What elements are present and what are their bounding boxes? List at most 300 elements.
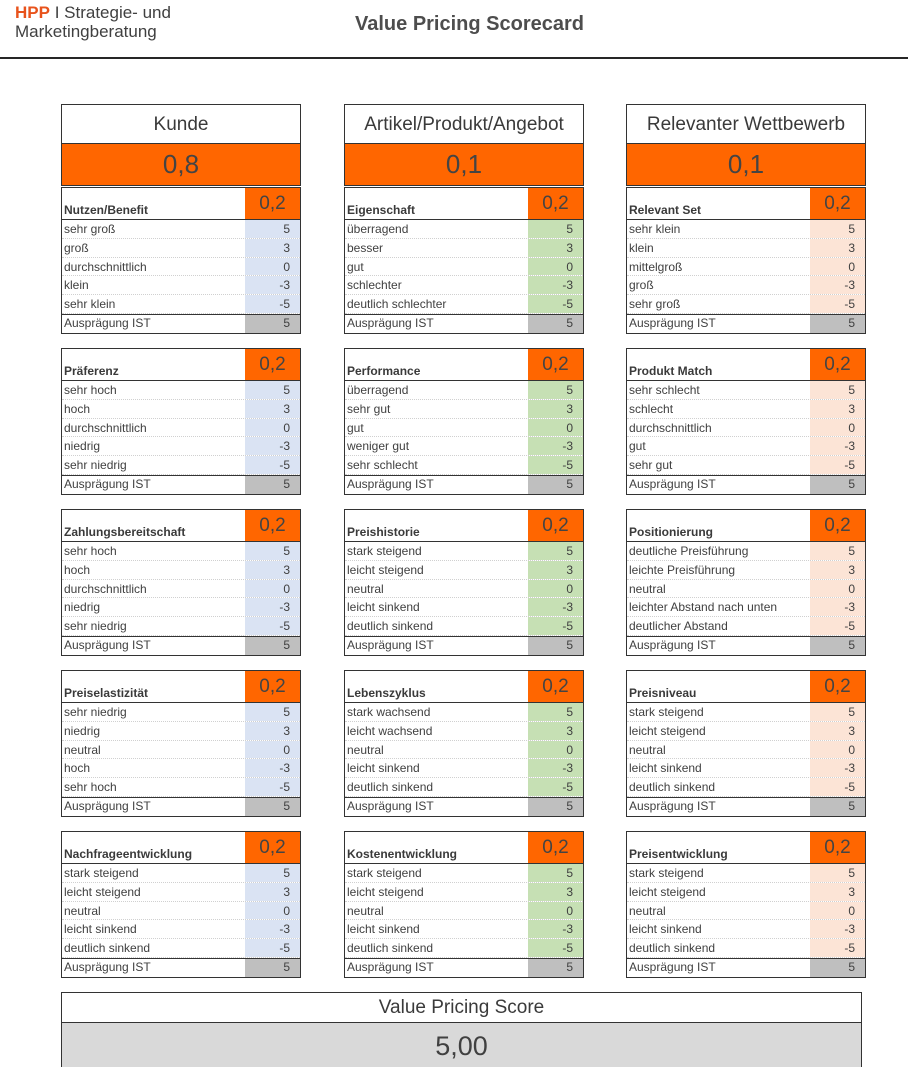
- option-label: leicht sinkend: [629, 761, 702, 776]
- option-score: 3: [528, 722, 583, 740]
- option-score: 3: [528, 883, 583, 901]
- actual-value-label: Ausprägung IST: [629, 476, 716, 491]
- score-value: 5,00: [62, 1023, 861, 1067]
- column-title: Relevanter Wettbewerb: [626, 104, 866, 144]
- criterion-title: Produkt Match: [629, 364, 713, 378]
- option-label: überragend: [347, 383, 409, 397]
- criterion-header: [345, 671, 583, 703]
- option-score: 5: [528, 220, 583, 238]
- option-label: schlechter: [347, 278, 402, 293]
- criterion-option-row: [627, 920, 865, 939]
- option-label: sehr niedrig: [64, 619, 127, 634]
- option-label: deutlich sinkend: [347, 619, 434, 634]
- actual-value-row: [627, 958, 865, 977]
- criterion-weight: 0,2: [810, 510, 865, 541]
- option-score: 0: [528, 580, 583, 598]
- option-score: 0: [245, 580, 300, 598]
- option-score: 3: [245, 722, 300, 740]
- criterion-card: [626, 670, 866, 817]
- option-score: 0: [245, 258, 300, 276]
- criterion-option-row: [345, 722, 583, 741]
- actual-value-row: [345, 314, 583, 333]
- criterion-card: [61, 187, 301, 334]
- option-score: 5: [528, 381, 583, 399]
- criterion-option-row: [62, 437, 300, 456]
- option-label: durchschnittlich: [64, 581, 147, 596]
- option-score: -5: [245, 456, 300, 474]
- criterion-option-row: [627, 220, 865, 239]
- criterion-card: [626, 831, 866, 978]
- option-score: -3: [528, 598, 583, 616]
- option-label: leicht sinkend: [347, 922, 420, 937]
- option-label: neutral: [347, 742, 384, 757]
- option-score: -3: [528, 920, 583, 938]
- criterion-weight: 0,2: [245, 671, 300, 702]
- criterion-card: [344, 187, 584, 334]
- criterion-title: Lebenszyklus: [347, 686, 426, 700]
- criterion-option-row: [627, 741, 865, 760]
- criterion-card: [61, 670, 301, 817]
- option-score: 0: [528, 741, 583, 759]
- option-score: -3: [528, 759, 583, 777]
- option-label: deutlich sinkend: [347, 780, 434, 795]
- actual-value-input[interactable]: 5: [245, 798, 300, 816]
- option-label: besser: [347, 240, 384, 255]
- criterion-option-row: [345, 778, 583, 797]
- option-label: deutlich sinkend: [629, 941, 716, 956]
- option-label: neutral: [347, 903, 384, 918]
- option-label: gut: [347, 259, 364, 274]
- option-label: stark steigend: [347, 544, 422, 558]
- criterion-option-row: [345, 883, 583, 902]
- option-label: stark steigend: [629, 705, 704, 719]
- logo-brand: HPP: [15, 3, 50, 22]
- option-label: sehr groß: [64, 222, 116, 236]
- actual-value-row: [62, 958, 300, 977]
- criterion-option-row: [627, 759, 865, 778]
- actual-value-row: [62, 314, 300, 333]
- criterion-weight: 0,2: [528, 832, 583, 863]
- option-label: sehr hoch: [64, 780, 117, 795]
- option-score: -3: [245, 437, 300, 455]
- column-weight: 0,1: [626, 144, 866, 186]
- actual-value-label: Ausprägung IST: [64, 315, 151, 330]
- criterion-option-row: [345, 703, 583, 722]
- criterion-option-row: [627, 617, 865, 636]
- actual-value-input[interactable]: 5: [810, 637, 865, 655]
- option-score: 5: [245, 220, 300, 238]
- option-score: 0: [810, 258, 865, 276]
- criterion-card: [344, 348, 584, 495]
- option-label: neutral: [629, 742, 666, 757]
- criterion-option-row: [62, 759, 300, 778]
- column-artikel: [344, 104, 584, 974]
- criterion-option-row: [627, 598, 865, 617]
- option-label: durchschnittlich: [629, 420, 712, 435]
- criterion-option-row: [62, 920, 300, 939]
- criterion-option-row: [627, 419, 865, 438]
- actual-value-input[interactable]: 5: [245, 637, 300, 655]
- criterion-header: [62, 188, 300, 220]
- actual-value-label: Ausprägung IST: [347, 798, 434, 813]
- option-score: -5: [528, 456, 583, 474]
- option-label: niedrig: [64, 600, 101, 615]
- actual-value-row: [62, 636, 300, 655]
- criterion-option-row: [62, 542, 300, 561]
- actual-value-row: [62, 475, 300, 494]
- column-title: Kunde: [61, 104, 301, 144]
- criterion-weight: 0,2: [528, 349, 583, 380]
- option-label: leicht sinkend: [64, 922, 137, 937]
- option-label: sehr klein: [64, 297, 116, 312]
- criterion-option-row: [345, 220, 583, 239]
- option-score: 0: [810, 741, 865, 759]
- criterion-weight: 0,2: [245, 832, 300, 863]
- option-label: leicht wachsend: [347, 723, 433, 738]
- option-score: 5: [528, 703, 583, 721]
- actual-value-label: Ausprägung IST: [64, 798, 151, 813]
- criterion-option-row: [345, 580, 583, 599]
- criterion-weight: 0,2: [810, 188, 865, 219]
- criterion-option-row: [627, 939, 865, 958]
- criterion-header: [627, 188, 865, 220]
- option-score: 3: [810, 239, 865, 257]
- actual-value-input[interactable]: 5: [528, 798, 583, 816]
- actual-value-input[interactable]: 5: [245, 959, 300, 977]
- criterion-option-row: [62, 741, 300, 760]
- criterion-card: [61, 831, 301, 978]
- criterion-card: [626, 187, 866, 334]
- option-label: groß: [629, 278, 654, 293]
- criterion-option-row: [345, 381, 583, 400]
- option-label: stark wachsend: [347, 705, 431, 719]
- criterion-option-row: [627, 258, 865, 277]
- actual-value-input[interactable]: 5: [528, 637, 583, 655]
- criterion-option-row: [62, 617, 300, 636]
- criterion-weight: 0,2: [245, 510, 300, 541]
- criterion-option-row: [62, 276, 300, 295]
- actual-value-label: Ausprägung IST: [629, 637, 716, 652]
- option-label: sehr niedrig: [64, 458, 127, 473]
- criterion-option-row: [345, 542, 583, 561]
- criterion-option-row: [62, 419, 300, 438]
- criterion-weight: 0,2: [245, 188, 300, 219]
- actual-value-input[interactable]: 5: [528, 476, 583, 494]
- option-score: 5: [810, 381, 865, 399]
- actual-value-row: [627, 797, 865, 816]
- option-label: deutlich sinkend: [629, 780, 716, 795]
- criterion-header: [62, 671, 300, 703]
- option-score: 3: [810, 722, 865, 740]
- option-label: sehr groß: [629, 297, 681, 312]
- actual-value-input[interactable]: 5: [528, 315, 583, 333]
- option-label: neutral: [64, 903, 101, 918]
- option-label: leicht steigend: [64, 884, 141, 899]
- option-label: deutlicher Abstand: [629, 619, 728, 634]
- actual-value-input[interactable]: 5: [245, 315, 300, 333]
- actual-value-label: Ausprägung IST: [347, 315, 434, 330]
- criterion-option-row: [345, 902, 583, 921]
- criterion-title: Preiselastizität: [64, 686, 149, 700]
- option-label: sehr schlecht: [347, 458, 418, 473]
- criterion-header: [62, 832, 300, 864]
- page-title: Value Pricing Scorecard: [355, 13, 584, 35]
- option-score: -5: [528, 617, 583, 635]
- option-score: 3: [528, 239, 583, 257]
- option-label: leicht sinkend: [347, 600, 420, 615]
- criterion-option-row: [345, 920, 583, 939]
- option-score: -3: [245, 759, 300, 777]
- criterion-option-row: [627, 381, 865, 400]
- column-wettbewerb: [626, 104, 866, 974]
- criterion-title: Nachfrageentwicklung: [64, 847, 193, 861]
- option-score: 0: [528, 419, 583, 437]
- option-score: 0: [245, 419, 300, 437]
- criterion-weight: 0,2: [528, 671, 583, 702]
- criterion-weight: 0,2: [810, 671, 865, 702]
- option-score: 5: [245, 381, 300, 399]
- column-kunde: [61, 104, 301, 974]
- option-score: 0: [528, 258, 583, 276]
- option-score: 3: [528, 561, 583, 579]
- option-score: 3: [245, 239, 300, 257]
- criterion-header: [62, 510, 300, 542]
- option-score: 5: [528, 864, 583, 882]
- criterion-option-row: [62, 561, 300, 580]
- option-label: weniger gut: [347, 439, 410, 454]
- option-label: leicht steigend: [629, 884, 706, 899]
- actual-value-row: [345, 475, 583, 494]
- criterion-option-row: [627, 239, 865, 258]
- option-score: 0: [245, 741, 300, 759]
- option-score: 5: [245, 864, 300, 882]
- criterion-title: Preisentwicklung: [629, 847, 728, 861]
- criterion-option-row: [62, 778, 300, 797]
- option-label: leichter Abstand nach unten: [629, 600, 778, 615]
- option-score: 5: [528, 542, 583, 560]
- column-weight: 0,8: [61, 144, 301, 186]
- option-score: -3: [810, 276, 865, 294]
- criterion-title: Performance: [347, 364, 421, 378]
- actual-value-row: [345, 958, 583, 977]
- option-label: klein: [64, 278, 89, 293]
- option-score: -5: [245, 939, 300, 957]
- actual-value-row: [627, 475, 865, 494]
- option-score: -5: [528, 778, 583, 796]
- actual-value-row: [345, 797, 583, 816]
- actual-value-row: [62, 797, 300, 816]
- criterion-title: Relevant Set: [629, 203, 702, 217]
- actual-value-label: Ausprägung IST: [64, 476, 151, 491]
- option-label: leicht steigend: [347, 562, 424, 577]
- criterion-option-row: [627, 722, 865, 741]
- option-label: leicht steigend: [629, 723, 706, 738]
- criterion-option-row: [627, 561, 865, 580]
- actual-value-row: [627, 314, 865, 333]
- option-score: 3: [245, 400, 300, 418]
- option-score: -3: [245, 276, 300, 294]
- option-label: sehr klein: [629, 222, 681, 236]
- option-score: 0: [810, 419, 865, 437]
- option-label: neutral: [347, 581, 384, 596]
- actual-value-input[interactable]: 5: [810, 798, 865, 816]
- criterion-title: Preisniveau: [629, 686, 697, 700]
- actual-value-input[interactable]: 5: [810, 959, 865, 977]
- criterion-option-row: [627, 902, 865, 921]
- option-score: -5: [810, 456, 865, 474]
- criterion-card: [344, 509, 584, 656]
- criterion-card: [626, 348, 866, 495]
- option-label: stark steigend: [64, 866, 139, 880]
- option-label: niedrig: [64, 439, 101, 454]
- criterion-header: [345, 188, 583, 220]
- criterion-option-row: [62, 400, 300, 419]
- criterion-option-row: [627, 456, 865, 475]
- option-label: hoch: [64, 401, 91, 416]
- criterion-option-row: [345, 864, 583, 883]
- criterion-option-row: [627, 883, 865, 902]
- criterion-option-row: [62, 258, 300, 277]
- criterion-option-row: [345, 295, 583, 314]
- option-score: -5: [245, 778, 300, 796]
- criterion-title: Zahlungsbereitschaft: [64, 525, 186, 539]
- criterion-option-row: [345, 598, 583, 617]
- criterion-weight: 0,2: [528, 510, 583, 541]
- criterion-card: [344, 831, 584, 978]
- criterion-option-row: [345, 759, 583, 778]
- criterion-title: Preishistorie: [347, 525, 420, 539]
- option-score: -3: [810, 759, 865, 777]
- option-score: -5: [245, 617, 300, 635]
- actual-value-input[interactable]: 5: [245, 476, 300, 494]
- logo-line-2: Marketingberatung: [15, 22, 157, 41]
- criterion-option-row: [627, 703, 865, 722]
- option-score: -3: [810, 920, 865, 938]
- criterion-option-row: [627, 400, 865, 419]
- criterion-header: [627, 349, 865, 381]
- option-score: -5: [528, 295, 583, 313]
- criterion-header: [345, 832, 583, 864]
- criterion-option-row: [345, 741, 583, 760]
- page-header: [0, 0, 908, 60]
- value-pricing-score-box: [61, 992, 862, 1067]
- actual-value-input[interactable]: 5: [528, 959, 583, 977]
- criterion-option-row: [62, 902, 300, 921]
- criterion-card: [626, 509, 866, 656]
- option-label: schlecht: [629, 401, 674, 416]
- option-score: 5: [245, 703, 300, 721]
- option-label: hoch: [64, 761, 91, 776]
- criterion-weight: 0,2: [245, 349, 300, 380]
- criterion-option-row: [62, 703, 300, 722]
- actual-value-label: Ausprägung IST: [629, 959, 716, 974]
- actual-value-row: [627, 636, 865, 655]
- criterion-weight: 0,2: [810, 349, 865, 380]
- criterion-option-row: [62, 722, 300, 741]
- option-score: 3: [810, 400, 865, 418]
- column-title: Artikel/Produkt/Angebot: [344, 104, 584, 144]
- option-score: 5: [810, 864, 865, 882]
- criterion-card: [344, 670, 584, 817]
- option-score: 0: [810, 580, 865, 598]
- criterion-weight: 0,2: [528, 188, 583, 219]
- option-score: -5: [810, 617, 865, 635]
- option-label: sehr schlecht: [629, 383, 700, 397]
- criterion-option-row: [62, 864, 300, 883]
- option-label: groß: [64, 240, 89, 255]
- criterion-option-row: [627, 542, 865, 561]
- actual-value-label: Ausprägung IST: [347, 476, 434, 491]
- option-score: 5: [810, 542, 865, 560]
- option-score: 0: [245, 902, 300, 920]
- criterion-option-row: [62, 381, 300, 400]
- option-label: stark steigend: [629, 866, 704, 880]
- criterion-option-row: [627, 864, 865, 883]
- option-score: -5: [528, 939, 583, 957]
- option-score: 5: [810, 220, 865, 238]
- option-score: -5: [810, 295, 865, 313]
- criterion-option-row: [62, 239, 300, 258]
- option-score: 3: [528, 400, 583, 418]
- criterion-title: Nutzen/Benefit: [64, 203, 148, 217]
- option-label: mittelgroß: [629, 259, 683, 274]
- option-label: sehr niedrig: [64, 705, 127, 719]
- actual-value-row: [345, 636, 583, 655]
- option-label: leicht sinkend: [629, 922, 702, 937]
- actual-value-input[interactable]: 5: [810, 315, 865, 333]
- option-score: -5: [810, 778, 865, 796]
- criterion-header: [627, 510, 865, 542]
- actual-value-input[interactable]: 5: [810, 476, 865, 494]
- option-label: neutral: [629, 581, 666, 596]
- option-label: neutral: [64, 742, 101, 757]
- score-label: Value Pricing Score: [62, 993, 861, 1023]
- criterion-option-row: [345, 617, 583, 636]
- actual-value-label: Ausprägung IST: [64, 959, 151, 974]
- option-score: 5: [810, 703, 865, 721]
- criterion-title: Positionierung: [629, 525, 713, 539]
- option-label: leicht steigend: [347, 884, 424, 899]
- criterion-option-row: [345, 258, 583, 277]
- option-label: deutlich sinkend: [347, 941, 434, 956]
- column-weight: 0,1: [344, 144, 584, 186]
- option-score: 3: [245, 883, 300, 901]
- option-label: sehr hoch: [64, 544, 117, 558]
- option-label: stark steigend: [347, 866, 422, 880]
- criterion-option-row: [62, 456, 300, 475]
- criterion-option-row: [627, 295, 865, 314]
- option-score: 0: [810, 902, 865, 920]
- criterion-option-row: [345, 276, 583, 295]
- option-label: neutral: [629, 903, 666, 918]
- criterion-option-row: [345, 419, 583, 438]
- option-score: 5: [245, 542, 300, 560]
- company-logo: [15, 3, 171, 41]
- option-score: -5: [810, 939, 865, 957]
- actual-value-label: Ausprägung IST: [629, 798, 716, 813]
- option-label: überragend: [347, 222, 409, 236]
- criterion-card: [61, 509, 301, 656]
- option-label: gut: [629, 439, 646, 454]
- criterion-weight: 0,2: [810, 832, 865, 863]
- option-score: -3: [245, 598, 300, 616]
- criterion-header: [345, 510, 583, 542]
- criterion-title: Kostenentwicklung: [347, 847, 458, 861]
- option-score: -3: [810, 437, 865, 455]
- option-label: gut: [347, 420, 364, 435]
- criterion-option-row: [62, 939, 300, 958]
- option-label: durchschnittlich: [64, 420, 147, 435]
